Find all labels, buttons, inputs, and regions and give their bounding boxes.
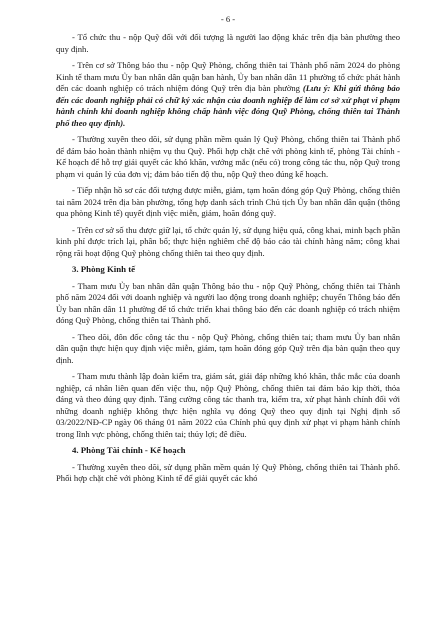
page-number: - 6 - (220, 14, 236, 24)
paragraph: - Tham mưu Ủy ban nhân dân quận Thông báo thu - nộp Quỹ Phòng, chống thiên tai Thành phố năm 2024 đối với doanh nghiệp và người lao động trong doanh nghiệp; chuyển Thông báo đến Ủy ban nhân dân 11 phường để tổ chức triển khai thông báo đến các doanh nghiệp có trách nhiệm đóng Quỹ Phòng, chống thiên tai Thành phố. (56, 280, 400, 325)
paragraph: - Theo dõi, đôn đốc công tác thu - nộp Quỹ Phòng, chống thiên tai; tham mưu Ủy ban nhân dân quận thực hiện quy định việc miễn, giảm, tạm hoãn đóng góp Quỹ trên địa bàn quận theo quy định. (56, 331, 400, 365)
paragraph: - Tiếp nhận hồ sơ các đối tượng được miễn, giảm, tạm hoãn đóng góp Quỹ Phòng, chống thiên tai năm 2024 trên địa bàn phường, tổng hợp danh sách trình Chủ tịch Ủy ban nhân dân quận (thông qua phòng Kinh tế) quyết định việc miễn, giảm, hoãn đóng quỹ. (56, 185, 400, 218)
paragraph: - Tham mưu thành lập đoàn kiểm tra, giám sát, giải đáp những khó khăn, thắc mắc của doanh nghiệp, cá nhân liên quan đến việc thu, nộp Quỹ Phòng, chống thiên tai đảm bảo kịp thời, thỏa đáng và theo đúng quy định. Tăng cường công tác thanh tra, kiểm tra, xử phạt hành chính đối với những doanh nghiệp không thực hiện nghĩa vụ đóng Quỹ theo quy định tại Nghị định số 03/2022/NĐ-CP ngày 06 tháng 01 năm 2022 của Chính phủ quy định xử phạt vi phạm hành chính trong lĩnh vực phòng, chống thiên tai; thủy lợi; đê điều. (56, 371, 400, 439)
note-text: (Lưu ý: Khi gửi thông báo đến các doanh nghiệp phải có chữ ký xác nhận của doanh nghiệp để làm cơ sở xử phạt vi phạm hành chính khi doanh nghiệp không chấp hành việc đóng Quỹ Phòng, chống thiên tai Thành phố theo quy định). (56, 83, 400, 128)
paragraph: - Trên cơ sở số thu được giữ lại, tổ chức quản lý, sử dụng hiệu quả, công khai, minh bạch phần kinh phí được trích lại, phân bổ; thực hiện nghiêm chế độ báo cáo tài chính hàng năm; công khai rộng rãi hoạt động Quỹ phòng chống thiên tai theo quy định. (56, 224, 400, 258)
paragraph: - Thường xuyên theo dõi, sử dụng phần mềm quản lý Quỹ Phòng, chống thiên tai Thành phố. Phối hợp chặt chẽ với phòng Kinh tế để giải quyết các khó (56, 461, 400, 483)
paragraph-notice (56, 60, 400, 129)
section-heading: 3. Phòng Kinh tế (72, 264, 136, 274)
paragraph-text: - Trên cơ sở Thông báo thu - nộp Quỹ Phòng, chống thiên tai Thành phố năm 2024 do phòng Kinh tế tham mưu Ủy ban nhân dân quận ban hành, Ủy ban nhân dân 11 phường tổ chức phát hành đến các doanh nghiệp có trách nhiệm đóng Quỹ trên địa bàn phường (56, 60, 400, 93)
section-heading: 4. Phòng Tài chính - Kế hoạch (72, 445, 186, 455)
paragraph: - Thường xuyên theo dõi, sử dụng phần mềm quản lý Quỹ Phòng, chống thiên tai Thành phố để đảm bảo hoàn thành nhiệm vụ thu Quỹ. Phối hợp chặt chẽ với phòng kinh tế, phòng Tài chính - Kế hoạch để hỗ trợ giải quyết các khó khăn, vướng mắc (nếu có) trong công tác thu, nộp Quỹ trong phạm vi quản lý của đơn vị; đảm bảo tiến độ thu, nộp Quỹ theo đúng kế hoạch. (56, 134, 400, 179)
paragraph: - Tổ chức thu - nộp Quỹ đối với đối tượng là người lao động khác trên địa bàn phường theo quy định. (56, 32, 400, 54)
